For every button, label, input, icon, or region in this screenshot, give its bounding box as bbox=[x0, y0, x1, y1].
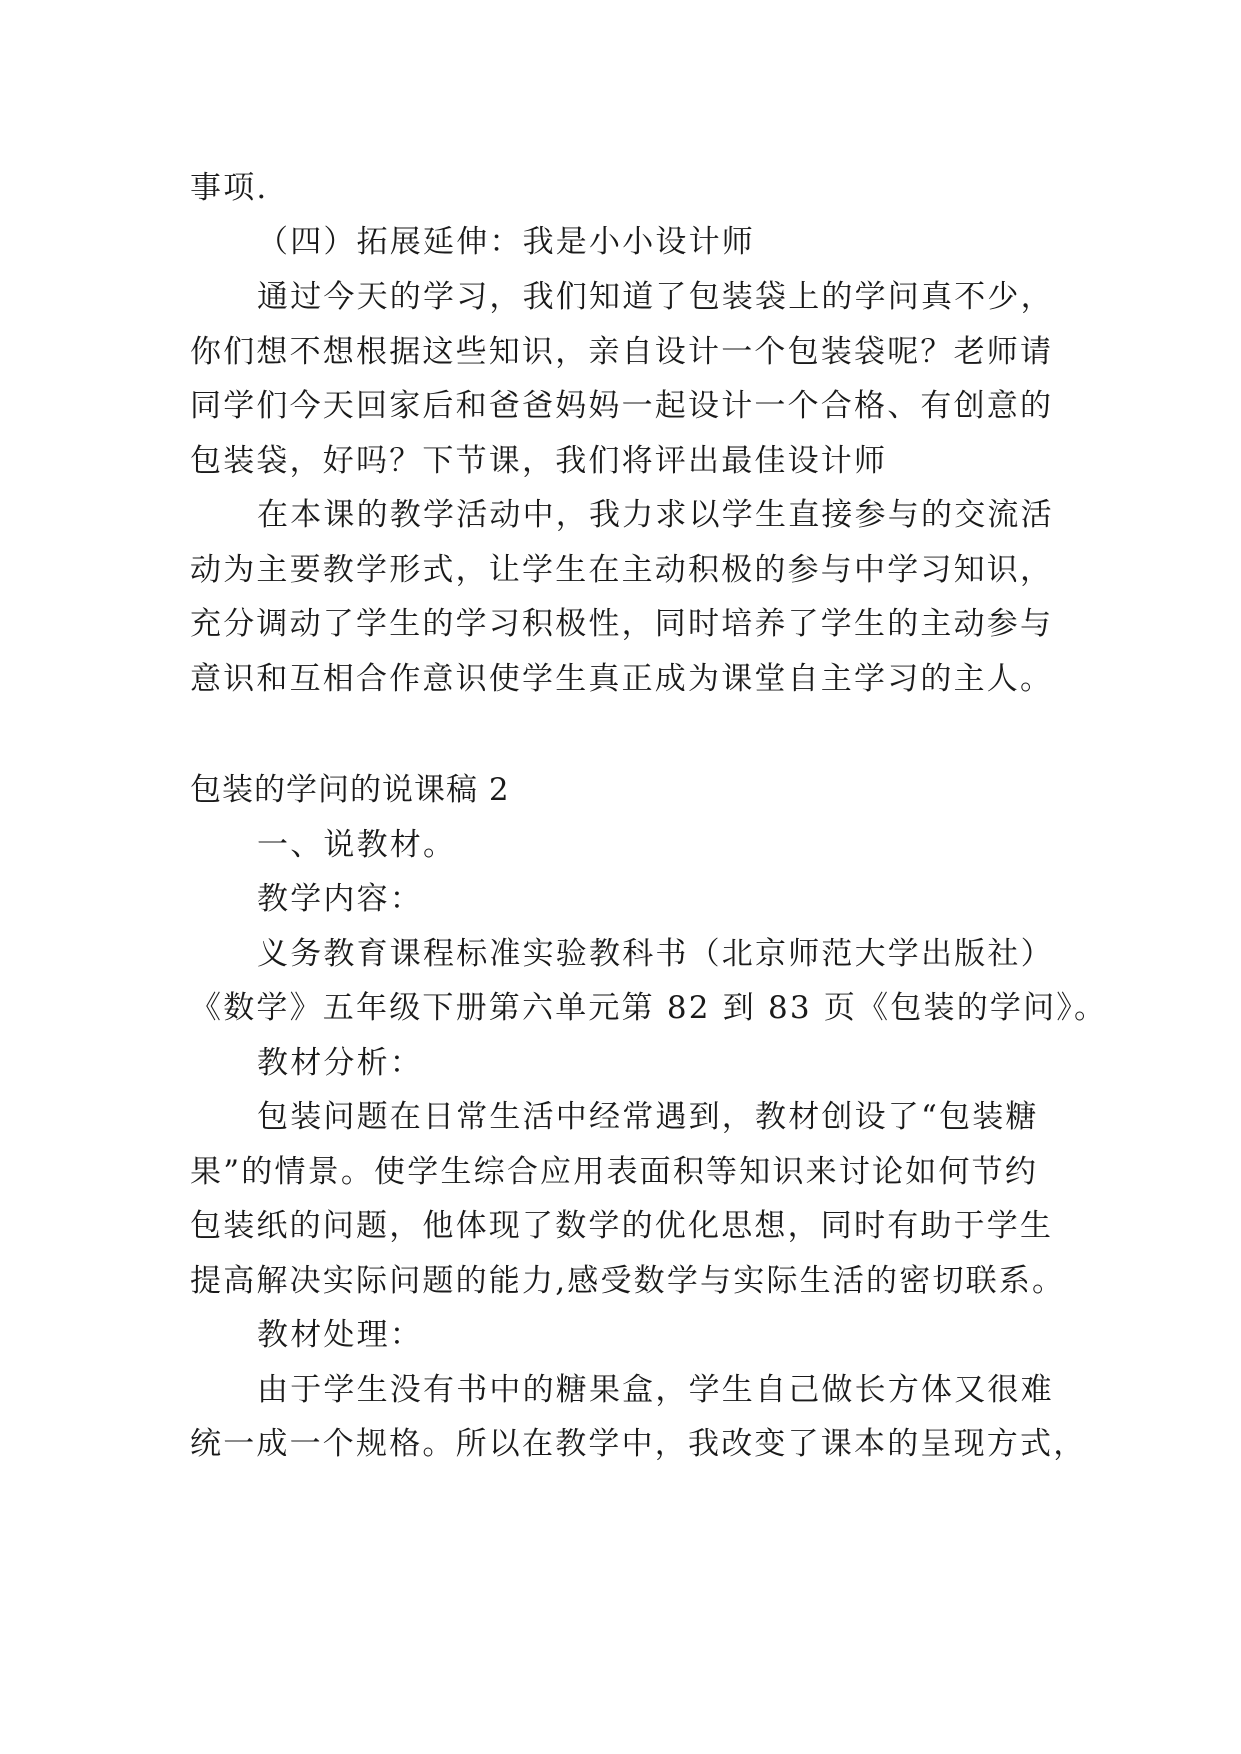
text-line: 《数学》五年级下册第六单元第 82 到 83 页《包装的学问》。 bbox=[190, 990, 1108, 1026]
subsection-heading: 教材处理： bbox=[257, 1317, 423, 1353]
section-heading: （四）拓展延伸：我是小小设计师 bbox=[257, 224, 755, 260]
text-line: 你们想不想根据这些知识，亲自设计一个包装袋呢？老师请 bbox=[190, 334, 1054, 370]
text-line: 提高解决实际问题的能力,感受数学与实际生活的密切联系。 bbox=[190, 1263, 1066, 1299]
text-line: 动为主要教学形式，让学生在主动积极的参与中学习知识， bbox=[190, 552, 1054, 588]
text-line: 果”的情景。使学生综合应用表面积等知识来讨论如何节约 bbox=[190, 1154, 1039, 1190]
text-line: 同学们今天回家后和爸爸妈妈一起设计一个合格、有创意的 bbox=[190, 388, 1054, 424]
text-line: 包装问题在日常生活中经常遇到，教材创设了“包装糖 bbox=[257, 1099, 1039, 1135]
subsection-heading: 教材分析： bbox=[257, 1045, 423, 1081]
text-line: 充分调动了学生的学习积极性，同时培养了学生的主动参与 bbox=[190, 606, 1054, 642]
text-line: 包装纸的问题，他体现了数学的优化思想，同时有助于学生 bbox=[190, 1208, 1054, 1244]
text-line: 事项. bbox=[190, 170, 269, 206]
text-line: 意识和互相合作意识使学生真正成为课堂自主学习的主人。 bbox=[190, 661, 1054, 697]
section-heading: 一、说教材。 bbox=[257, 827, 457, 863]
subsection-heading: 教学内容： bbox=[257, 881, 423, 917]
text-line: 在本课的教学活动中，我力求以学生直接参与的交流活 bbox=[257, 497, 1054, 533]
document-title: 包装的学问的说课稿 2 bbox=[190, 772, 510, 808]
text-line: 由于学生没有书中的糖果盒，学生自己做长方体又很难 bbox=[257, 1372, 1054, 1408]
text-line: 统一成一个规格。所以在教学中，我改变了课本的呈现方式， bbox=[190, 1426, 1087, 1462]
text-line: 义务教育课程标准实验教科书（北京师范大学出版社） bbox=[257, 936, 1054, 972]
text-line: 包装袋，好吗？下节课，我们将评出最佳设计师 bbox=[190, 443, 888, 479]
text-line: 通过今天的学习，我们知道了包装袋上的学问真不少， bbox=[257, 279, 1054, 315]
